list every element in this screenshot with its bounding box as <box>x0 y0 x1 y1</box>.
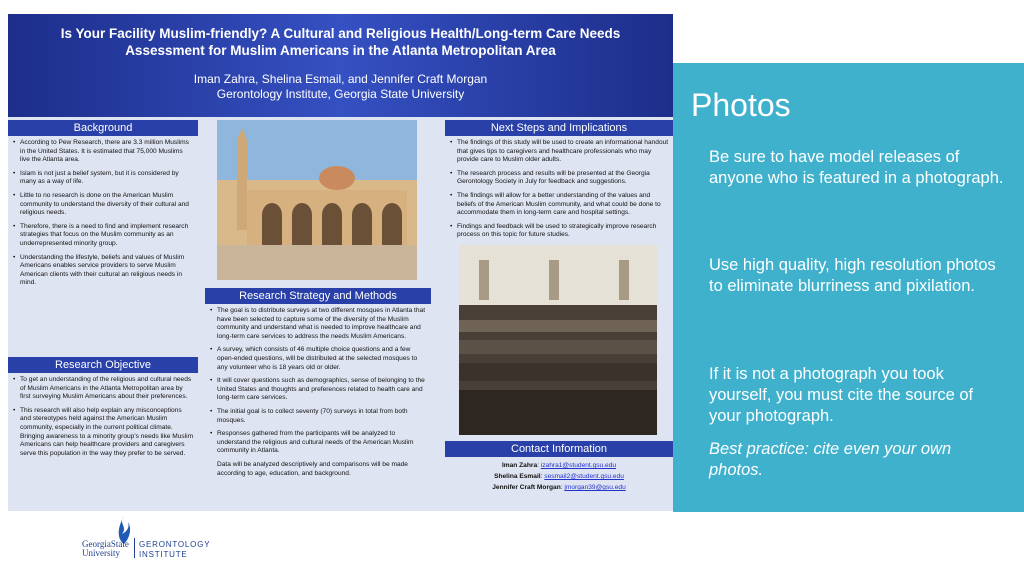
methods-list <box>205 307 431 456</box>
list-item: • Therefore, there is a need to find and implement research strategies that focus on the Muslim community as an underrepresented minority group. <box>20 223 194 249</box>
list-item: • Responses gathered from the participants will be analyzed to understand the religious and cultural needs of the American Muslim community in Atlanta. <box>217 430 427 456</box>
tip-cite-source: If it is not a photograph you took yourself, you must cite the source of your photograph. <box>709 365 974 425</box>
methods-heading: Research Strategy and Methods <box>205 288 431 304</box>
contact-email[interactable]: jmorgan39@gsu.edu <box>564 483 626 491</box>
tip-model-releases: Be sure to have model releases of anyone who is featured in a photograph. <box>709 148 1004 187</box>
list-item: • This research will also help explain any misconceptions and stereotypes held against the American Muslim community, especially in the current political climate. Bringing awareness to a minority group's needs like Muslim Americans can help healthcare providers and caregivers serve this population in the way they prefer to be served. <box>20 407 194 459</box>
photos-tips-panel <box>673 63 1024 512</box>
logo-divider <box>134 538 135 558</box>
background-heading: Background <box>8 120 198 136</box>
list-item: • Findings and feedback will be used to strategically improve research process on this topic for future studies. <box>457 223 669 240</box>
list-item: • Little to no research is done on the American Muslim community to understand the diversity of their cultural and religious needs. <box>20 192 194 218</box>
contact-email[interactable]: izahra1@student.gsu.edu <box>540 461 617 469</box>
list-item: • Islam is not just a belief system, but it is considered by many as a way of life. <box>20 170 194 187</box>
list-item: • A survey, which consists of 46 multiple choice questions and a few open-ended questions, will be distributed at the selected mosques to any volunteer who is 18 years old or older. <box>217 346 427 372</box>
logo-line: GeorgiaState <box>82 539 129 549</box>
poster-authors: Iman Zahra, Shelina Esmail, and Jennifer Craft Morgan <box>193 72 488 86</box>
contact-name: Jennifer Craft Morgan <box>492 483 561 491</box>
poster-column-right <box>445 120 673 511</box>
poster-header <box>8 14 673 117</box>
poster-column-middle <box>205 120 431 511</box>
slide-title: Photos <box>691 87 791 123</box>
mosque-exterior-image <box>217 120 417 280</box>
objective-heading: Research Objective <box>8 357 198 373</box>
mosque-interior-photo <box>459 245 657 435</box>
logo-line: University <box>82 548 120 558</box>
list-item: • Understanding the lifestyle, beliefs and values of Muslim Americans enables service providers to serve Muslim American clients with their cultural an religious needs in mind. <box>20 254 194 288</box>
contact-line: Iman Zahra: izahra1@student.gsu.edu <box>501 461 617 469</box>
next-steps-heading: Next Steps and Implications <box>445 120 673 136</box>
mosque-exterior-photo <box>217 120 417 280</box>
mosque-interior-image <box>459 245 657 435</box>
contact-name: Iman Zahra <box>501 461 538 469</box>
list-item: • To get an understanding of the religious and cultural needs of Muslim Americans in the Atlanta Metropolitan area by first surveying Muslim Americans about their preferences. <box>20 376 194 402</box>
logo-university <box>82 540 129 558</box>
gsu-gerontology-logo <box>82 516 212 560</box>
next-steps-list <box>445 139 673 240</box>
background-list <box>8 139 198 357</box>
methods-note: Data will be analyzed descriptively and comparisons will be made according to age, education, and background. <box>217 460 408 477</box>
list-item: • The initial goal is to collect seventy (70) surveys in total from both mosques. <box>217 408 427 425</box>
list-item: • The goal is to distribute surveys at two different mosques in Atlanta that have been selected to capture some of the diversity of the Muslim community and understand what is needed to improve healthcare and long-term care services to address the needs Muslim Americans. <box>217 307 427 341</box>
contact-email[interactable]: sesmail2@student.gsu.edu <box>544 472 624 480</box>
list-item: • According to Pew Research, there are 3.3 million Muslims in the United States. It is estimated that 75,000 Muslims live the Atlanta area. <box>20 139 194 165</box>
logo-department <box>139 540 210 560</box>
logo-line: INSTITUTE <box>139 550 188 559</box>
tip-high-quality: Use high quality, high resolution photos to eliminate blurriness and pixilation. <box>709 256 996 295</box>
list-item: • The research process and results will be presented at the Georgia Gerontology Society in July for feedback and suggestions. <box>457 170 669 187</box>
list-item: • The findings will allow for a better understanding of the values and beliefs of the American Muslim community, and what could be done to accommodate them in long-term care and hospital settings. <box>457 192 669 218</box>
poster-title: Is Your Facility Muslim-friendly? A Cultural and Religious Health/Long-term Care Needs Assessment for Muslim Americans in the Atlanta Metropolitan Area <box>60 26 621 58</box>
poster-column-left <box>8 120 198 511</box>
logo-line: GERONTOLOGY <box>139 540 211 549</box>
list-item: • It will cover questions such as demographics, sense of belonging to the United States and thoughts and preferences related to health care and long-term care services. <box>217 377 427 403</box>
poster-slide-image <box>8 14 673 511</box>
objective-list <box>8 376 198 458</box>
contact-name: Shelina Esmail <box>494 472 541 480</box>
contact-line: Jennifer Craft Morgan: jmorgan39@gsu.edu <box>492 483 626 491</box>
tip-best-practice: Best practice: cite even your own photos. <box>709 440 952 479</box>
contact-list <box>445 460 673 493</box>
list-item: • The findings of this study will be used to create an informational handout that gives tips to caregivers and healthcare professionals who may provide care to Muslim older adults. <box>457 139 669 165</box>
contact-line: Shelina Esmail: sesmail2@student.gsu.edu <box>494 472 624 480</box>
poster-affiliation: Gerontology Institute, Georgia State University <box>216 87 465 101</box>
contact-heading: Contact Information <box>445 441 673 457</box>
